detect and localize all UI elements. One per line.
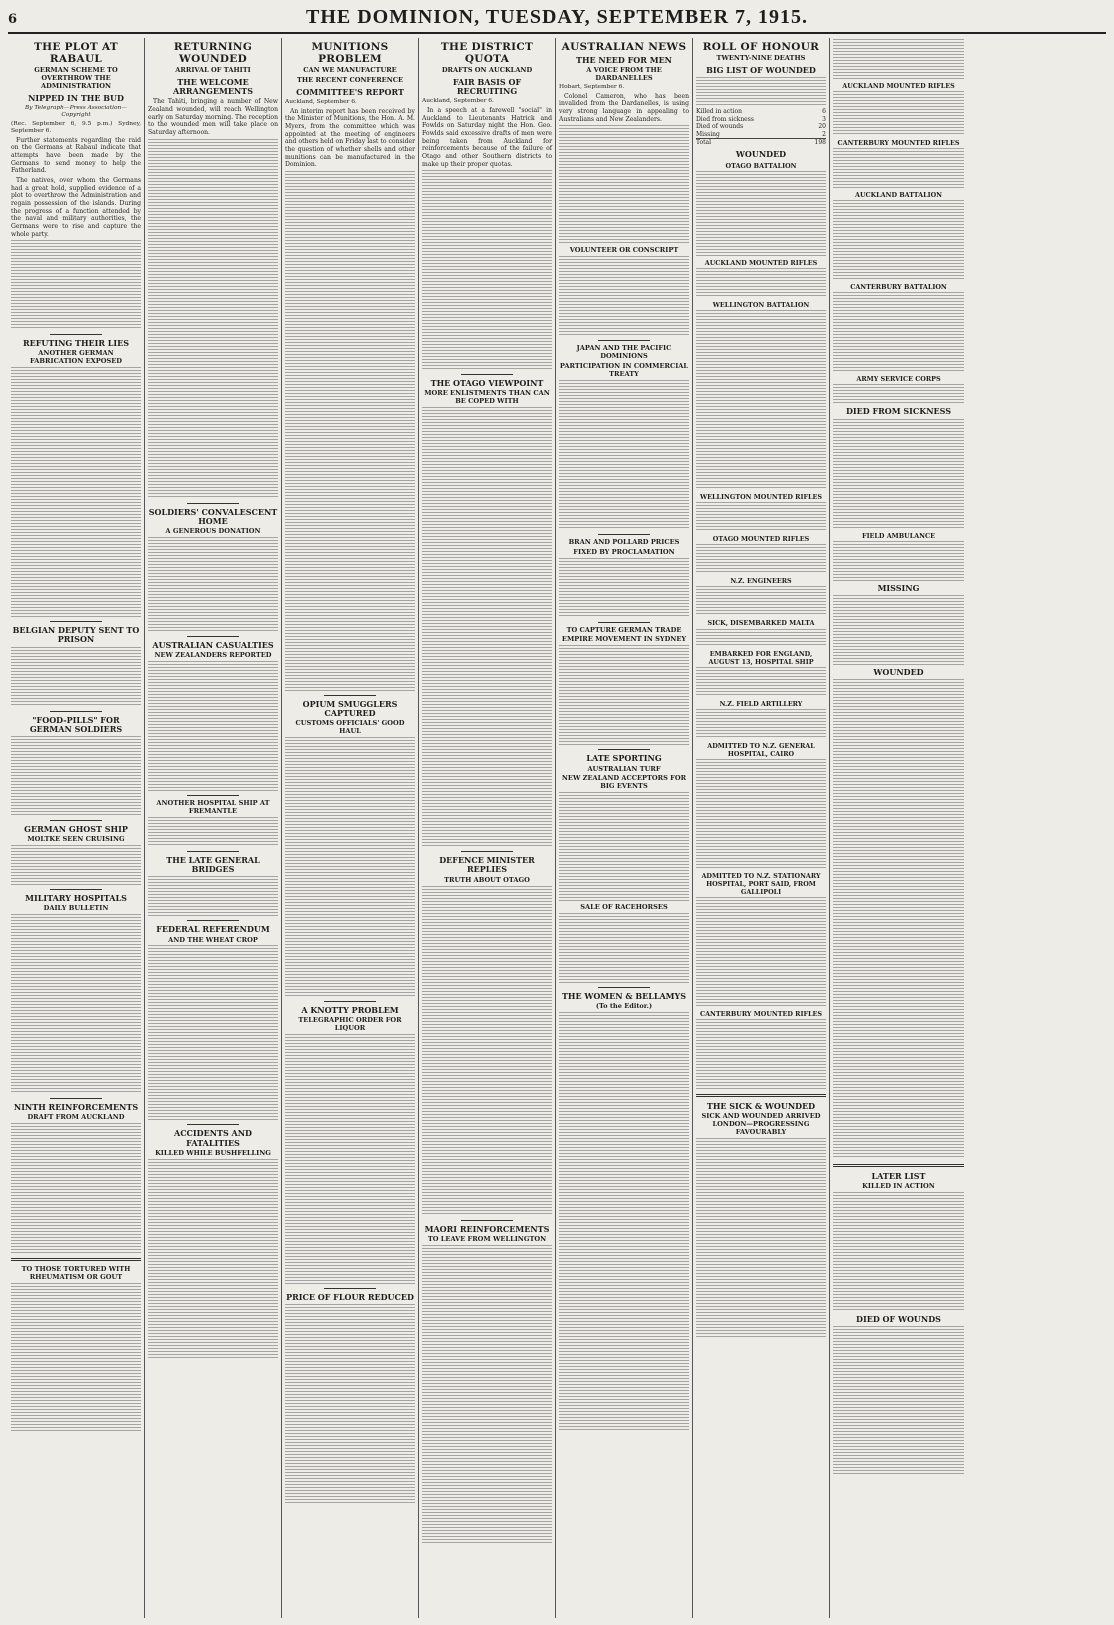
name-list xyxy=(696,1019,826,1089)
section-wounded: WOUNDED xyxy=(873,666,924,677)
headline-hospital-ship: ANOTHER HOSPITAL SHIP AT FREMANTLE xyxy=(156,799,270,816)
headline-military-hospitals: MILITARY HOSPITALS xyxy=(25,893,127,904)
unit-heading: ADMITTED TO N.Z. GENERAL HOSPITAL, CAIRO xyxy=(707,741,815,758)
article-paragraph: Colonel Cameron, who has been invalided from the Dardanelles, is using very strong language in appealing to Australians and New Zealanders. xyxy=(559,92,689,123)
subhead: COMMITTEE'S REPORT xyxy=(296,86,404,97)
subhead: MORE ENLISTMENTS THAN CAN BE COPED WITH xyxy=(424,389,550,406)
name-list xyxy=(696,629,826,647)
headline-general-bridges: THE LATE GENERAL BRIDGES xyxy=(166,854,260,875)
headline-australian-casualties: AUSTRALIAN CASUALTIES xyxy=(152,640,274,651)
headline-convalescent-home: SOLDIERS' CONVALESCENT HOME xyxy=(148,506,278,526)
subhead: BIG LIST OF WOUNDED xyxy=(706,64,816,75)
unit-heading: CANTERBURY MOUNTED RIFLES xyxy=(700,1010,822,1019)
unit-heading: N.Z. FIELD ARTILLERY xyxy=(719,699,803,708)
subhead: CUSTOMS OFFICIALS' GOOD HAUL xyxy=(295,719,405,736)
name-list xyxy=(696,171,826,256)
subhead: FAIR BASIS OF RECRUITING xyxy=(452,77,522,97)
dateline: Auckland, September 6. xyxy=(285,99,357,106)
unit-heading: AUCKLAND MOUNTED RIFLES xyxy=(842,82,955,90)
column-1 xyxy=(8,38,145,1618)
unit-heading: OTAGO MOUNTED RIFLES xyxy=(712,535,810,544)
headline-accidents: ACCIDENTS AND FATALITIES xyxy=(173,1128,252,1148)
headline-volunteer: VOLUNTEER OR CONSCRIPT xyxy=(569,246,679,255)
headline-opium: OPIUM SMUGGLERS CAPTURED xyxy=(302,698,398,719)
name-list xyxy=(833,148,964,188)
unit-heading: N.Z. ENGINEERS xyxy=(730,577,792,586)
article-text-block xyxy=(285,1304,415,1504)
subhead: (To the Editor.) xyxy=(595,1002,653,1011)
subhead: A GENEROUS DONATION xyxy=(165,527,261,536)
name-list xyxy=(833,91,964,136)
unit-heading: CANTERBURY MOUNTED RIFLES xyxy=(837,139,960,148)
article-paragraph: In a speech at a farewell "social" in Auckland to Lieutenants Hatrick and Fowlds on Saturday night the Hon. Geo. Fowlds said excessive drafts of men were being taken from Auckland for reinforcements because of the failure of Otago and other Southern districts to make up their proper quotas. xyxy=(422,106,552,168)
name-list xyxy=(696,268,826,298)
unit-heading: SICK, DISEMBARKED MALTA xyxy=(707,619,815,628)
dateline: Auckland, September 6. xyxy=(422,98,494,105)
column-2 xyxy=(145,38,282,1618)
article-text-block xyxy=(11,914,141,1094)
name-list xyxy=(833,292,964,372)
subhead: CAN WE MANUFACTURE xyxy=(303,66,397,75)
columns xyxy=(8,38,1106,1618)
name-list xyxy=(696,709,826,739)
subhead: A VOICE FROM THE DARDANELLES xyxy=(586,66,662,83)
headline-japan: JAPAN AND THE PACIFIC DOMINIONS xyxy=(576,344,672,360)
unit-heading: WELLINGTON MOUNTED RIFLES xyxy=(700,493,822,502)
column-7 xyxy=(830,38,967,1618)
article-paragraph: Further statements regarding the raid on the Germans at Rabaul indicate that attempts have been made by the Germans to send money to help the Fatherland. xyxy=(11,136,141,175)
article-text-block xyxy=(11,240,141,330)
article-text-block xyxy=(285,737,415,997)
name-list xyxy=(833,595,964,665)
subhead: EMPIRE MOVEMENT IN SYDNEY xyxy=(561,635,687,644)
subhead: DRAFT FROM AUCKLAND xyxy=(27,1113,125,1122)
subhead: KILLED IN ACTION xyxy=(862,1182,935,1191)
article-text-block xyxy=(559,913,689,983)
headline-roll-of-honour: ROLL OF HONOUR xyxy=(702,41,820,53)
summary-row: Total 198 xyxy=(696,139,826,147)
section-died-wounds: DIED OF WOUNDS xyxy=(856,1314,941,1325)
subhead: MOLTKE SEEN CRUISING xyxy=(27,835,125,844)
unit-heading: OTAGO BATTALION xyxy=(725,162,797,171)
article-text-block xyxy=(148,1159,278,1359)
article-text-block xyxy=(148,945,278,1120)
headline-ninth-reinforcements: NINTH REINFORCEMENTS xyxy=(13,1102,139,1113)
headline-late-sporting: LATE SPORTING xyxy=(586,753,662,764)
subhead: TO LEAVE FROM WELLINGTON xyxy=(427,1234,547,1243)
article-text-block xyxy=(285,171,415,691)
article-text-block xyxy=(148,139,278,499)
casualty-summary xyxy=(696,108,826,147)
article-text-block xyxy=(11,367,141,617)
headline-plot-rabaul: THE PLOT AT RABAUL xyxy=(34,41,118,66)
letter-text-block xyxy=(559,1012,689,1432)
headline-district-quota: THE DISTRICT QUOTA xyxy=(440,41,534,66)
article-text-block xyxy=(148,876,278,916)
summary-row: Killed in action 6 xyxy=(696,108,826,116)
headline-bran-pollard: BRAN AND POLLARD PRICES xyxy=(568,537,680,546)
unit-heading: EMBARKED FOR ENGLAND, AUGUST 13, HOSPITAL SHIP xyxy=(708,649,814,666)
headline-munitions: MUNITIONS PROBLEM xyxy=(311,41,389,66)
unit-heading: AUCKLAND BATTALION xyxy=(854,191,943,200)
article-text-block xyxy=(148,537,278,632)
headline-otago-viewpoint: THE OTAGO VIEWPOINT xyxy=(430,378,544,389)
unit-heading: AUCKLAND MOUNTED RIFLES xyxy=(704,259,818,268)
column-3 xyxy=(282,38,419,1618)
name-list xyxy=(833,39,964,79)
advertisement-text xyxy=(11,1283,141,1433)
name-list xyxy=(696,310,826,490)
subhead: NEW ZEALANDERS REPORTED xyxy=(154,651,272,660)
subhead: ARRIVAL OF TAHITI xyxy=(175,66,251,75)
name-list xyxy=(833,384,964,404)
headline-maori-reinforcements: MAORI REINFORCEMENTS xyxy=(424,1223,550,1234)
headline-sick-wounded: THE SICK & WOUNDED xyxy=(706,1101,816,1112)
subhead: NIPPED IN THE BUD xyxy=(28,92,124,103)
unit-heading: WELLINGTON BATTALION xyxy=(712,301,810,310)
name-list xyxy=(696,667,826,697)
headline-flour-price: PRICE OF FLOUR REDUCED xyxy=(286,1292,414,1303)
unit-heading: ARMY SERVICE CORPS xyxy=(856,375,941,384)
column-5 xyxy=(556,38,693,1618)
subhead: TELEGRAPHIC ORDER FOR LIQUOR xyxy=(298,1016,402,1033)
subhead: THE WELCOME ARRANGEMENTS xyxy=(173,77,253,97)
article-text-block xyxy=(422,407,552,847)
article-text-block xyxy=(422,1245,552,1545)
subhead: TRUTH ABOUT OTAGO xyxy=(444,875,530,884)
headline-refuting-lies: REFUTING THEIR LIES xyxy=(22,338,130,349)
article-text-block xyxy=(422,170,552,370)
name-list xyxy=(696,897,826,1007)
article-text-block xyxy=(559,125,689,245)
newspaper-title: THE DOMINION, TUESDAY, SEPTEMBER 7, 1915. xyxy=(305,6,809,28)
article-text-block xyxy=(148,817,278,847)
article-paragraph: An interim report has been received by the Minister of Munitions, the Hon. A. M. Myers, from the committee which was appointed at the meeting of engineers and others held on Friday last to consider the question of whether shells and other munitions can be manufactured in the Dominion. xyxy=(285,107,415,169)
page-number: 6 xyxy=(8,12,18,27)
article-text-block xyxy=(559,558,689,618)
section-wounded: WOUNDED xyxy=(735,148,787,159)
article-text-block xyxy=(696,77,826,107)
headline-returning-wounded: RETURNING WOUNDED xyxy=(173,41,253,66)
article-text-block xyxy=(11,1123,141,1253)
article-text-block xyxy=(559,792,689,902)
article-text-block xyxy=(559,256,689,336)
advertisement-heading: TO THOSE TORTURED WITH RHEUMATISM OR GOUT xyxy=(21,1265,131,1282)
name-list xyxy=(833,419,964,529)
headline-food-pills: "FOOD-PILLS" FOR GERMAN SOLDIERS xyxy=(29,714,123,734)
dateline: Hobart, September 6. xyxy=(559,84,625,91)
subhead: SICK AND WOUNDED ARRIVED LONDON—PROGRESSING FAVOURABLY xyxy=(701,1112,821,1137)
article-text-block xyxy=(11,845,141,885)
headline-women-bellamys: THE WOMEN & BELLAMYS xyxy=(561,991,687,1002)
subhead: TWENTY-NINE DEATHS xyxy=(716,54,806,63)
name-list xyxy=(696,1138,826,1338)
subhead: THE NEED FOR MEN xyxy=(576,55,672,66)
headline-german-trade: TO CAPTURE GERMAN TRADE xyxy=(566,625,682,634)
subhead: FIXED BY PROCLAMATION xyxy=(573,547,675,556)
headline-federal-referendum: FEDERAL REFERENDUM xyxy=(156,924,270,935)
subhead: DAILY BULLETIN xyxy=(43,904,109,913)
name-list xyxy=(696,586,826,616)
subhead: AND THE WHEAT CROP xyxy=(168,935,258,944)
headline-defence-minister: DEFENCE MINISTER REPLIES xyxy=(439,855,535,875)
subhead: NEW ZEALAND ACCEPTORS FOR BIG EVENTS xyxy=(561,774,687,791)
name-list xyxy=(833,541,964,581)
summary-row: Died of wounds 20 xyxy=(696,123,826,131)
subhead: PARTICIPATION IN COMMERCIAL TREATY xyxy=(559,361,689,378)
subhead: GERMAN SCHEME TO OVERTHROW THE ADMINISTRATION xyxy=(34,66,118,90)
name-list xyxy=(696,544,826,574)
subhead: KILLED WHILE BUSHFELLING xyxy=(155,1148,271,1157)
unit-heading: FIELD AMBULANCE xyxy=(862,531,935,540)
name-list xyxy=(833,1192,964,1312)
name-list xyxy=(833,1326,964,1476)
dateline: (Rec. September 6, 9.5 p.m.) Sydney, September 6. xyxy=(11,120,141,135)
article-paragraph: The natives, over whom the Germans had a great hold, supplied evidence of a plot to overthrow the Administration and regain possession of the islands. During the progress of a function attended by the naval and military authorities, the Germans were to rise and capture the whole party. xyxy=(11,176,141,238)
headline-australian-news: AUSTRALIAN NEWS xyxy=(561,41,687,53)
summary-row: Missing 2 xyxy=(696,130,826,138)
article-text-block xyxy=(11,647,141,707)
column-4 xyxy=(419,38,556,1618)
article-text-block xyxy=(148,661,278,791)
article-text-block xyxy=(285,1034,415,1284)
name-list xyxy=(833,200,964,280)
article-paragraph: The Tahiti, bringing a number of New Zealand wounded, will reach Wellington early on Saturday morning. The reception to the wounded men will take place on Saturday afternoon. xyxy=(148,98,278,137)
subhead: AUSTRALIAN TURF xyxy=(587,764,661,773)
article-text-block xyxy=(559,645,689,745)
headline-sale-racehorses: SALE OF RACEHORSES xyxy=(580,903,668,912)
name-list xyxy=(696,759,826,869)
byline: By Telegraph—Press Association—Copyright xyxy=(25,105,127,119)
unit-heading: CANTERBURY BATTALION xyxy=(850,283,947,292)
section-died-sickness: DIED FROM SICKNESS xyxy=(845,406,952,417)
subhead: THE RECENT CONFERENCE xyxy=(297,76,403,85)
section-missing: MISSING xyxy=(877,582,920,593)
subhead: DRAFTS ON AUCKLAND xyxy=(441,66,533,75)
headline-ghost-ship: GERMAN GHOST SHIP xyxy=(24,823,128,834)
subhead: ANOTHER GERMAN FABRICATION EXPOSED xyxy=(30,349,122,366)
name-list xyxy=(833,679,964,1159)
masthead xyxy=(8,6,1106,34)
article-text-block xyxy=(559,380,689,530)
headline-belgian-deputy: BELGIAN DEPUTY SENT TO PRISON xyxy=(12,625,140,645)
column-6 xyxy=(693,38,830,1618)
unit-heading: ADMITTED TO N.Z. STATIONARY HOSPITAL, PORT SAID, FROM GALLIPOLI xyxy=(701,871,821,896)
name-list xyxy=(696,502,826,532)
article-text-block xyxy=(11,736,141,816)
article-text-block xyxy=(422,886,552,1216)
headline-knotty-problem: A KNOTTY PROBLEM xyxy=(301,1005,399,1016)
section-later-list: LATER LIST xyxy=(871,1170,926,1181)
summary-row: Died from sickness 3 xyxy=(696,115,826,123)
